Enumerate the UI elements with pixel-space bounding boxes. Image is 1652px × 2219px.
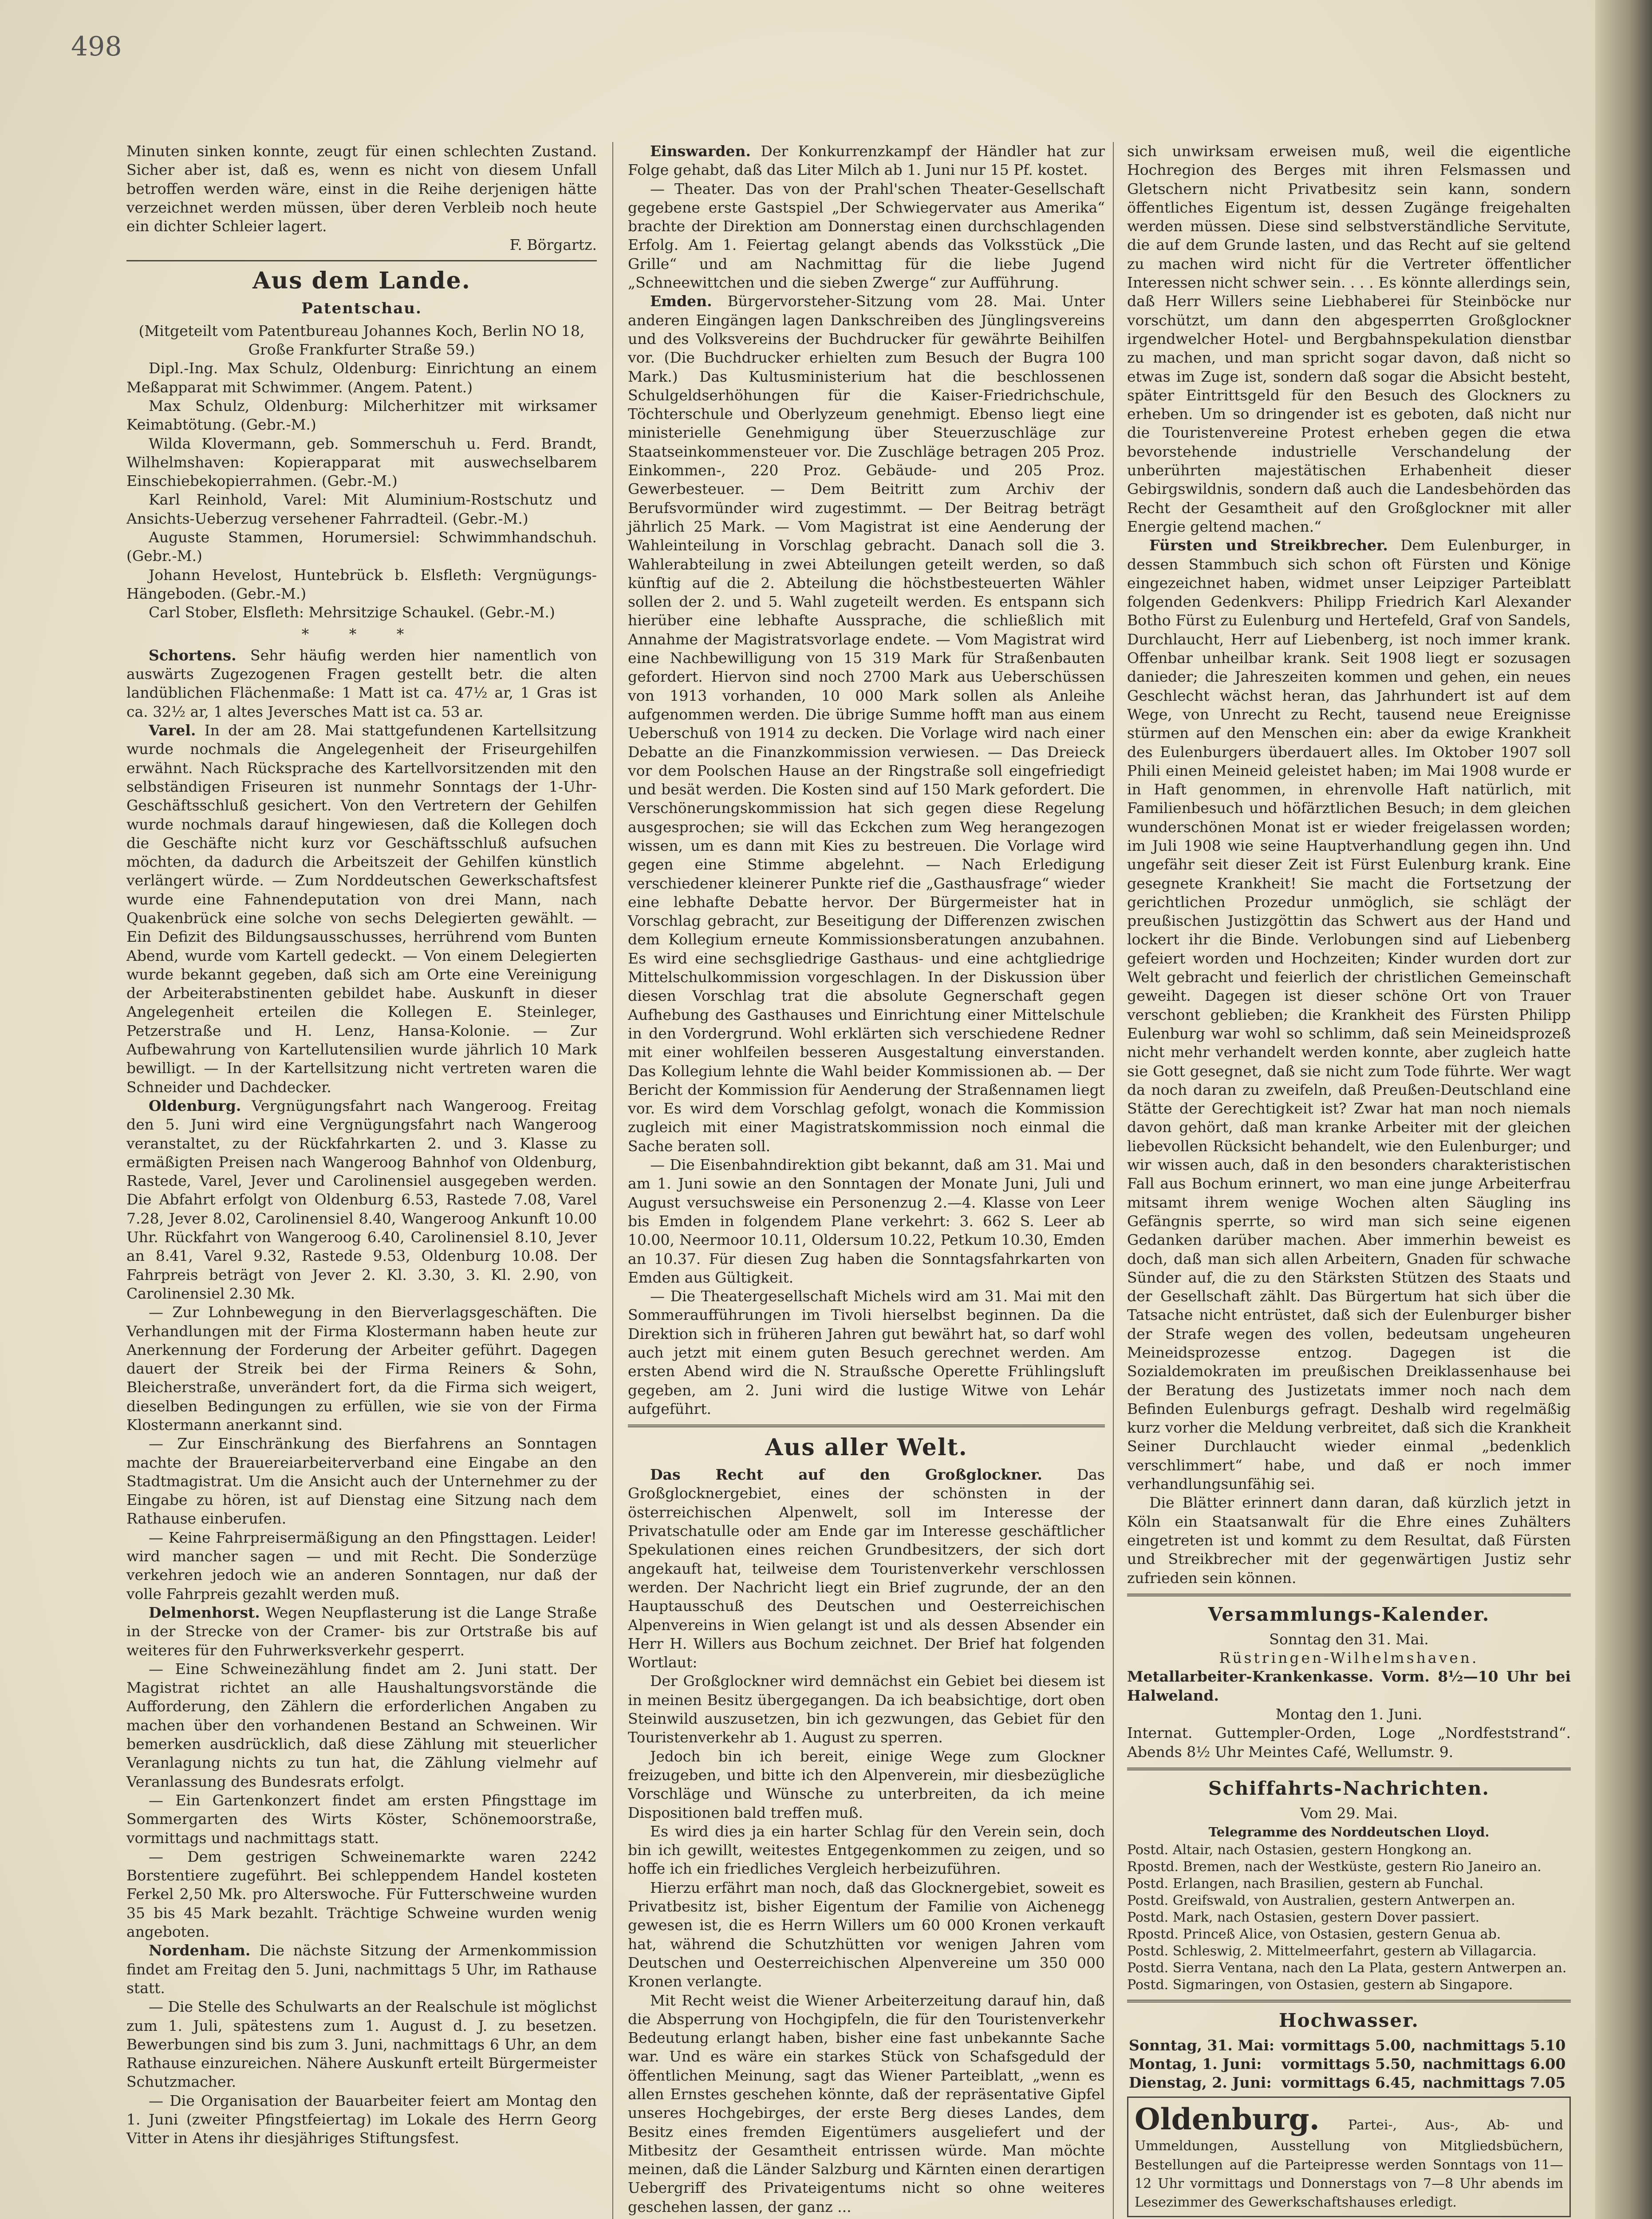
tide-cell: vormittags 5.00, [1281, 2036, 1416, 2054]
article-text: Der Großglockner wird demnächst ein Gebiet bei diesem ist in meinen Besitz übergegangen. Da ich beabsichtige, dort oben Steinwild auszusetzen, bin ich gezwungen, das Gebiet für den Touristenverkehr ab 1. August zu sperren. [628, 1672, 1105, 1746]
article [126, 1941, 597, 1998]
tide-cell: Montag, 1. Juni: [1129, 2055, 1262, 2073]
article [628, 1156, 1105, 1287]
tide-cell: vormittags 5.50, [1281, 2055, 1416, 2073]
article-text: — Keine Fahrpreisermäßigung an den Pfingsttagen. Leider! wird mancher sagen — und mit Recht. Die Sonderzüge verkehren jedoch wie an anderen Sonntagen, nur daß der volle Fahrpreis gezahlt werden muß. [126, 1528, 597, 1603]
divider [126, 260, 597, 261]
article-text: — Die Organisation der Bauarbeiter feiert am Montag den 1. Juni (zweiter Pfingstfeiertag) im Lokale des Herrn Georg Vitter in Atens ihr diesjähriges Stiftungsfest. [126, 2092, 597, 2147]
shipping-heading: Schiffahrts-Nachrichten. [1208, 1777, 1490, 1799]
intro-signature: F. Börgartz. [509, 236, 597, 254]
page-edge [1595, 0, 1652, 2219]
article-text: — Dem gestrigen Schweinemarkte waren 2242 Borstentiere zugeführt. Bei schleppendem Handel kosteten Ferkel 2,50 Mk. pro Alterswoche. Für Futterschweine wurden 35 bis 45 Mark bezahlt. Trächtige Schweine wurden wenig angeboten. [126, 1848, 597, 1941]
article-list [126, 646, 597, 2148]
shipping-list [1127, 1842, 1571, 1994]
article-text: — Die Theatergesellschaft Michels wird am 31. Mai mit den Sommeraufführungen im Tivoli hierselbst beginnen. Da die Direktion sich in früheren Jahren gut bewährt hat, so darf wohl auch jetzt mit einem guten Besuch gerechnet werden. Am ersten Abend wird die N. Straußsche Operette Frühlingsluft gegeben, am 2. Juni wird die lustige Witwe von Lehár aufgeführt. [628, 1287, 1105, 1417]
article-text: Es wird dies ja ein harter Schlag für den Verein sein, doch bin ich gewillt, weitestes Entgegenkommen zu zeigen, und so hoffe ich ein friedliches Vergleich herbeizuführen. [628, 1822, 1105, 1878]
article-place: Das Recht auf den Großglockner. [650, 1466, 1042, 1484]
article [628, 1672, 1105, 1747]
patent-heading: Patentschau. [301, 299, 422, 317]
article-text: — Eine Schweinezählung findet am 2. Juni statt. Der Magistrat richtet an alle Haushaltungsvorstände die Aufforderung, den Zählern die erforderlichen Angaben zu machen über den vorhandenen Bestand an Schweinen. Wir bemerken ausdrücklich, daß diese Zählung mit steuerlicher Veranlagung nichts zu tun hat, die Zählung vielmehr auf Veranlassung des Bundesrats erfolgt. [126, 1660, 597, 1790]
shipping-item: Postd. Altair, nach Ostasien, gestern Hongkong an. [1127, 1842, 1472, 1858]
tide-cell: vormittags 6.45, [1281, 2074, 1416, 2092]
article-text: — Zur Einschränkung des Bierfahrens an Sonntagen machte der Brauereiarbeiterverband eine Eingabe an den Stadtmagistrat. Um die Ansicht auch der Unternehmer zu der Eingabe zu hören, ist auf Dienstag eine Sitzung nach dem Rathause einberufen. [126, 1435, 597, 1528]
article-text: Bürgervorsteher-Sitzung vom 28. Mai. Unter anderen Eingängen lagen Dankschreiben des Jünglingsvereins und des Volksvereins der Buchdrucker für gewährte Beihilfen vor. (Die Buchdrucker erhielten zum Besuch der Bugra 100 Mark.) Das Kultusministerium hat die beschlossenen Schulgeldserhöhungen für die Kaiser-Friedrichschule, Töchterschule und Oberlyzeum genehmigt. Ebenso liegt eine ministerielle Genehmigung über Steuerzuschläge zur Staatseinkommensteuer vor. Die Zuschläge betragen 205 Proz. Einkommen-, 220 Proz. Gebäude- und 205 Proz. Gewerbesteuer. — Dem Beitritt zum Archiv der Berufsvormünder wird zugestimmt. — Der Beitrag beträgt jährlich 25 Mark. — Vom Magistrat ist eine Aenderung der Wahleinteilung in Vorschlag gebracht. Danach soll die 3. Wahlerabteilung in zwei Abteilungen geteilt werden, so daß künftig auf die 2. Abteilung die höchstbesteuerten Wähler sollen der 2. und 5. Wahl zugeteilt werden. Es entspann sich hierüber eine lebhafte Aussprache, die schließlich mit Annahme der Magistratsvorlage endete. — Vom Magistrat wird eine Nachbewilligung von 15 319 Mark für Straßenbauten gefordert. Hiervon sind noch 2700 Mark aus Ueberschüssen von 1913 vorhanden, 10 000 Mark sollen als Anleihe aufgenommen werden. Die übrige Summe hofft man aus einem Ueberschuß von 1914 zu decken. Die Vorlage wird nach einer Debatte an die Finanzkommission verwiesen. — Das Dreieck vor dem Poolschen Hause an der Ringstraße soll eingefriedigt und besät werden. Die Kosten sind auf 150 Mark gefordert. Die Verschönerungskommission hat sich gegen diese Regelung ausgesprochen; sie will das Eckchen zum Weg herangezogen wissen, um es dann mit Kies zu bestreuen. Die Vorlage wird gegen eine Stimme abgelehnt. — Nach Erledigung verschiedener kleinerer Punkte rief die „Gasthausfrage“ wieder eine lebhafte Debatte hervor. Der Bürgermeister hat in Vorschlag gebracht, zur Beseitigung der Differenzen zwischen dem Kollegium erneute Kommissionsberatungen anzubahnen. Es wird eine sechsgliedrige Gasthaus- und eine achtgliedrige Mittelschulkommission vorgeschlagen. In der Diskussion über diesen Vorschlag trat die absolute Gegnerschaft gegen Aufhebung des Gasthauses und Einrichtung einer Mittelschule in den Vordergrund. Wohl erklärten sich verschiedene Redner mit einer wohlfeilen besseren Ausgestaltung einverstanden. Das Kollegium lehnte die Wahl beider Kommissionen ab. — Der Bericht der Kommission für Aenderung der Straßennamen liegt vor. Es wird dem Vorschlag gefolgt, wonach die Kommission zugleich mit einer Magistratskommission noch einmal die Sache beraten soll. [628, 292, 1105, 1155]
article [126, 1303, 597, 1434]
section-heading: Aus aller Welt. [765, 1434, 968, 1461]
article-text: In der am 28. Mai stattgefundenen Kartellsitzung wurde nochmals die Angelegenheit der Friseurgehilfen erwähnt. Nach Rücksprache des Kartellvorsitzenden mit den selbständigen Friseuren ist nunmehr Sonntags der 1-Uhr-Geschäftsschluß gesichert. Von den Vertretern der Gehilfen wurde nochmals darauf hingewiesen, daß die Kollegen doch die Geschäfte nicht kurz vor Geschäftsschluß aufsuchen möchten, da dadurch die Arbeitszeit der Gehilfen künstlich verlängert würde. — Zum Norddeutschen Gewerkschaftsfest wurde eine Fahnendeputation von drei Mann, nach Quakenbrück eine solche von sechs Delegierten gewählt. — Ein Defizit des Bildungsausschusses, herrührend vom Bunten Abend, wurde vom Kartell gedeckt. — Von einem Delegierten wurde bekannt gegeben, daß sich am Orte eine Vereinigung der Arbeiterabstinenten gebildet habe. Auskunft in dieser Angelegenheit erteilen die Kollegen E. Steinleger, Petzerstraße und H. Lenz, Hansa-Kolonie. — Zur Aufbewahrung von Kartellutensilien wurde jährlich 10 Mark bewilligt. — In der Kartellsitzung nicht vertreten waren die Schneider und Dachdecker. [126, 722, 597, 1096]
article-place: Schortens. [149, 646, 237, 664]
article [126, 1528, 597, 1603]
article-text: — Die Stelle des Schulwarts an der Realschule ist möglichst zum 1. Juli, spätestens zum 1. August d. J. zu besetzen. Bewerbungen sind bis zum 3. Juni, nachmittags 6 Uhr, an dem Rathause einzureichen. Nähere Auskunft erteilt Bürgermeister Schutzmacher. [126, 1998, 597, 2091]
tide-row [1127, 2036, 1571, 2055]
shipping-sub: Telegramme des Norddeutschen Lloyd. [1208, 1824, 1490, 1840]
article [628, 1287, 1105, 1418]
column-rule [612, 142, 613, 2219]
tide-cell: nachmittags 6.00 [1422, 2055, 1566, 2073]
tide-heading: Hochwasser. [1278, 2009, 1419, 2031]
patent-list [126, 359, 597, 622]
article [126, 646, 597, 721]
article [628, 292, 1105, 1156]
article-text: — Zur Lohnbewegung in den Bierverlagsgeschäften. Die Verhandlungen mit der Firma Klostermann haben heute zur Anerkennung der Forderung der Arbeiter geführt. Dagegen dauert der Streik bei der Firma Reiners & Sohn, Bleicherstraße, unverändert fort, da die Firma sich weigert, dieselben Bedingungen zu erfüllen, wie sie von der Firma Klostermann anerkannt sind. [126, 1303, 597, 1433]
article-text: — Die Eisenbahndirektion gibt bekannt, daß am 31. Mai und am 1. Juni sowie an den Sonntagen der Monate Juni, Juli und August versuchsweise ein Personenzug 2.—4. Klasse von Leer bis Emden in folgendem Plane verkehrt: 3. 662 S. Leer ab 10.00, Neermoor 10.11, Oldersum 10.22, Petkum 10.30, Emden an 10.37. Für diesen Zug haben die Sonntagsfahrkarten von Emden aus Gültigkeit. [628, 1156, 1105, 1286]
section-heading: Aus dem Lande. [252, 267, 471, 294]
ad-oldenburg [1127, 2097, 1571, 2217]
article-place: Emden. [650, 292, 712, 310]
article [126, 1660, 597, 1791]
article [628, 1465, 1105, 1672]
calendar-heading: Versammlungs-Kalender. [1208, 1603, 1490, 1625]
tide-cell: Dienstag, 2. Juni: [1129, 2074, 1272, 2092]
article-list [628, 1465, 1105, 2216]
divider [1127, 2000, 1571, 2002]
calendar-place: Rüstringen-Wilhelmshaven. [1219, 1649, 1479, 1667]
article-text: Hierzu erfährt man noch, daß das Glocknergebiet, soweit es Privatbesitz ist, bisher Eigentum der Familie von Aichenegg gewesen ist, die es Herrn Willers um 60 000 Kronen verkauft hat, während die Schutzhütten vor wenigen Jahren vom Deutschen und Oesterreichischen Alpenvereine um 350 000 Kronen verlangte. [628, 1879, 1105, 1990]
shipping-item: Postd. Schleswig, 2. Mittelmeerfahrt, gestern ab Villagarcia. [1127, 1943, 1537, 1959]
column-2 [628, 142, 1105, 2216]
tide-cell: nachmittags 7.05 [1422, 2074, 1566, 2092]
column-rule [1113, 142, 1114, 2219]
intro-text: Minuten sinken konnte, zeugt für einen schlechten Zustand. Sicher aber ist, daß es, wenn es nicht von diesem Unfall betroffen werden wäre, einst in die Reihe derjenigen hätte verzeichnet werden müssen, über deren Verbleib noch heute ein dichter Schleier lagert. [126, 142, 597, 235]
article [628, 142, 1105, 180]
tide-row [1127, 2073, 1571, 2092]
article [628, 1879, 1105, 1991]
patent-entry: Max Schulz, Oldenburg: Milcherhitzer mit wirksamer Keimabtötung. (Gebr.-M.) [126, 397, 597, 434]
article-text: Vergnügungsfahrt nach Wangeroog. Freitag den 5. Juni wird eine Vergnügungsfahrt nach Wangeroog veranstaltet, zu der Rückfahrkarten 2. und 3. Klasse zu ermäßigten Preisen nach Wangeroog Bahnhof von Oldenburg, Rastede, Varel, Jever und Carolinensiel ausgegeben werden. Die Abfahrt erfolgt von Oldenburg 6.53, Rastede 7.08, Varel 7.28, Jever 8.02, Carolinensiel 8.40, Wangeroog Ankunft 10.00 Uhr. Rückfahrt von Wangeroog 6.40, Carolinensiel 8.10, Jever an 8.41, Varel 9.32, Rastede 9.53, Oldenburg 10.08. Der Fahrpreis beträgt von Jever 2. Kl. 3.30, 3. Kl. 2.90, von Carolinensiel 2.30 Mk. [126, 1097, 597, 1302]
article [126, 1791, 597, 1848]
patent-entry: Wilda Klovermann, geb. Sommerschuh u. Ferd. Brandt, Wilhelmshaven: Kopierapparat mit auswechselbarem Einschiebekopierrahmen. (Gebr.-M.) [126, 434, 597, 490]
article-text: Wegen Neupflasterung ist die Lange Straße in der Strecke von der Cramer- bis zur Ortstraße bis auf weiteres für den Fuhrwerksverkehr gesperrt. [126, 1603, 597, 1659]
shipping-item: Postd. Sierra Ventana, nach den La Plata, gestern Antwerpen an. [1127, 1960, 1567, 1976]
article-place: Einswarden. [650, 142, 751, 160]
article [628, 1991, 1105, 2217]
ad-text: Partei-, Aus-, Ab- und Ummeldungen, Ausstellung von Mitgliedsbüchern, Bestellungen auf die Parteipresse werden Sonntags von 11—12 Uhr vormittags und Donnerstags von 7—8 Uhr abends im Lesezimmer des Gewerkschaftshauses erledigt. [1135, 2117, 1563, 2211]
ad-title: Oldenburg. [1135, 2102, 1320, 2137]
divider [1127, 1768, 1571, 1770]
article-text: — Theater. Das von der Prahl'schen Theater-Gesellschaft gegebene erste Gastspiel „Der Schwiegervater aus Amerika“ brachte der Direktion am Donnerstag einen durchschlagenden Erfolg. Am 1. Feiertag gelangt abends das Volksstück „Die Grille“ und am Nachmittag für die liebe Jugend „Schneewittchen und die sieben Zwerge“ zur Aufführung. [628, 180, 1105, 292]
calendar-day: Montag den 1. Juni. [1275, 1706, 1423, 1723]
closing-text: Die Blätter erinnert dann daran, daß kürzlich jetzt in Köln ein Staatsanwalt für die Ehre eines Zuhälters eingetreten ist und kommt zu dem Resultat, daß Fürsten und Streikbrecher mit der gegenwärtigen Justiz sehr zufrieden sein können. [1127, 1494, 1571, 1587]
article [628, 1747, 1105, 1822]
article-text: Der Konkurrenzkampf der Händler hat zur Folge gehabt, daß das Liter Milch ab 1. Juni nur 15 Pf. kostet. [628, 142, 1105, 179]
article-text: Sehr häufig werden hier namentlich von auswärts Zugezogenen Fragen gestellt betr. die alten landüblichen Flächenmaße: 1 Matt ist ca. 47½ ar, 1 Gras ist ca. 32½ ar, 1 altes Jeversches Matt ist ca. 53 ar. [126, 646, 597, 720]
article-title: Fürsten und Streikbrecher. [1149, 537, 1388, 554]
tide-row [1127, 2055, 1571, 2073]
shipping-item: Postd. Greifswald, von Australien, gestern Antwerpen an. [1127, 1892, 1515, 1908]
calendar-item: Internat. Guttempler-Orden, Loge „Nordfeststrand“. Abends 8½ Uhr Meintes Café, Wellumstr. 9. [1127, 1724, 1571, 1761]
page-number: 498 [71, 31, 122, 62]
shipping-item: Rpostd. Princeß Alice, von Ostasien, gestern Genua ab. [1127, 1926, 1501, 1942]
article [126, 1998, 597, 2091]
shipping-item: Postd. Erlangen, nach Brasilien, gestern ab Funchal. [1127, 1875, 1484, 1891]
divider [628, 1425, 1105, 1427]
column-3 [1127, 142, 1571, 2219]
tide-table [1127, 2036, 1571, 2093]
tide-cell: Sonntag, 31. Mai: [1129, 2036, 1275, 2054]
calendar-day: Sonntag den 31. Mai. [1269, 1630, 1429, 1648]
stars-separator: * * * [301, 625, 422, 643]
article-text: Mit Recht weist die Wiener Arbeiterzeitung darauf hin, daß die Absperrung von Hochgipfeln, die für den Touristenverkehr Bedeutung erlangt haben, bisher eine fast unbekannte Sache war. Und es wäre ein starkes Stück von Schafsgeduld der öffentlichen Meinung, sagt das Wiener Parteiblatt, „wenn es allen Ernstes geschehen könnte, daß der repräsentative Gipfel unseres Hochgebirges, der erste Berg dieses Landes, dem Besitz eines fremden Eigentümers ausgeliefert und der Mitbesitz der Gesamtheit entrissen würde. Man möchte meinen, daß die Länder Salzburg und Kärnten einen derartigen Uebergriff des Privateigentums nicht so ohne weiteres geschehen lassen, der ganz ... [628, 1991, 1105, 2215]
article-text: Dem Eulenburger, in dessen Stammbuch sich schon oft Fürsten und Könige eingezeichnet haben, widmet unser Leipziger Parteiblatt folgenden Gedenkvers: Philipp Friedrich Karl Alexander Botho Fürst zu Eulenburg und Hertefeld, Graf von Sandels, Durchlaucht, Herr auf Liebenberg, ist noch immer krank. Offenbar unheilbar krank. Seit 1908 liegt er sozusagen danieder; die Jahreszeiten kommen und gehen, ein neues Geschlecht wächst heran, das Jahrhundert ist auf dem Wege, von Unrecht zu Recht, tausend neue Ereignisse stürmen auf den Menschen ein: aber da ewige Krankheit des Eulenburgers überdauert alles. Im Oktober 1907 soll Phili einen Meineid geleistet haben; im Mai 1908 wurde er in Haft genommen, in ehrenvolle Haft natürlich, mit Familienbesuch und höfärztlichen Besuch; in dem gleichen wunderschönen Monat ist er wieder freigelassen worden; im Juli 1908 wie seine Hauptverhandlung gegen ihn. Und ungefähr seit dieser Zeit ist Fürst Eulenburg krank. Eine gesegnete Krankheit! Sie macht die Fortsetzung der gerichtlichen Prozedur unmöglich, sie schlägt der preußischen Justizgöttin das Schwert aus der Hand und lockert ihr die Binde. Verlobungen sind auf Liebenberg gefeiert worden und Hochzeiten; Kinder wurden dort zur Welt gebracht und feierlich der christlichen Gemeinschaft geweiht. Dagegen ist dieser schöne Ort von Trauer verschont geblieben; die Krankheit des Fürsten Philipp Eulenburg war wohl so schlimm, daß sein Meineidsprozeß nicht mehr verhandelt werden konnte, aber zugleich hatte sie Gott gesegnet, daß sie nicht zum Tode führte. Wer wagt da noch daran zu zweifeln, daß Preußen-Deutschland eine Stätte der Gerechtigkeit ist? Zwar hat man noch niemals davon gehört, daß man kranke Arbeiter mit der gleichen liebevollen Rücksicht behandelt, wie den Eulenburger; und wir wissen auch, daß in den besonders charakteristischen Fall aus Bochum erinnert, wo man eine junge Arbeiterfrau mitsamt ihrem wenige Wochen alten Säugling ins Gefängnis sperrte, so wird man sich seine eigenen Gedanken darüber machen. Aber immerhin beweist es doch, daß man sich allen Arbeitern, Gnaden für schwache Sünder auf, die zu den Stärksten Stützen des Staats und der Gesellschaft zählt. Das Bürgertum hat sich über die Tatsache nicht entrüstet, daß sich der Eulenburger bisher der Strafe wegen des vollen, bedeutsam ungeheuren Meineidsprozesse entzog. Dagegen ist die Sozialdemokraten im preußischen Dreiklassenhause bei der Beratung des Justizetats immer noch nach dem Befinden Eulenburgs gefragt. Deshalb wird regelmäßig kurz vorher die Meldung verbreitet, daß sich die Krankheit Seiner Durchlaucht wieder einmal „bedenklich verschlimmert“ habe, und daß er noch immer verhandlungsunfähig sei. [1127, 537, 1571, 1493]
shipping-item: Postd. Mark, nach Ostasien, gestern Dover passiert. [1127, 1909, 1480, 1925]
shipping-item: Rpostd. Bremen, nach der Westküste, gestern Rio Janeiro an. [1127, 1859, 1542, 1875]
shipping-item: Postd. Sigmaringen, von Ostasien, gestern ab Singapore. [1127, 1977, 1513, 1993]
patent-entry: Johann Hevelost, Huntebrück b. Elsfleth: Vergnügungs-Hängeboden. (Gebr.-M.) [126, 566, 597, 602]
tide-cell: nachmittags 5.10 [1422, 2036, 1566, 2054]
article-text: Jedoch bin ich bereit, einige Wege zum Glockner freizugeben, und bitte ich den Alpenverein, mir diesbezügliche Vorschläge und Wünsche zu unterbreiten, da ich meine Dispositionen bald treffen muß. [628, 1747, 1105, 1821]
article [126, 1603, 597, 1660]
divider [1127, 1594, 1571, 1596]
article [126, 1848, 597, 1941]
patent-entry: Carl Stober, Elsfleth: Mehrsitzige Schaukel. (Gebr.-M.) [149, 604, 555, 621]
column-1 [126, 142, 597, 2148]
shipping-date: Vom 29. Mai. [1300, 1804, 1398, 1822]
patent-entry: Karl Reinhold, Varel: Mit Aluminium-Rostschutz und Ansichts-Ueberzug versehener Fahrradteil. (Gebr.-M.) [126, 491, 597, 527]
calendar-item: Metallarbeiter-Krankenkasse. Vorm. 8½—10 Uhr bei Halweland. [1127, 1668, 1571, 1704]
article-place: Delmenhorst. [149, 1603, 260, 1621]
patent-entry: Dipl.-Ing. Max Schulz, Oldenburg: Einrichtung an einem Meßapparat mit Schwimmer. (Angem. Patent.) [126, 359, 597, 396]
article [126, 1097, 597, 1303]
article [628, 180, 1105, 292]
article-place: Varel. [149, 722, 196, 739]
continued-text: sich unwirksam erweisen muß, weil die eigentliche Hochregion des Berges mit ihren Felsmassen und Gletschern nicht Privatbesitz sein kann, sondern öffentliches Eigentum ist, dessen Zugänge freigehalten werden müssen. Diese sind selbstverständliche Servitute, die auf dem Grunde lasten, und das Recht auf sie geltend zu machen wird nicht für die Vertreter öffentlicher Interessen nicht schwer sein. . . . Es könnte allerdings sein, daß Herr Willers seine Liebhaberei für Steinböcke nur vorschützt, um dann den abgesperrten Großglockner irgendwelcher Hotel- und Bergbahnspekulation dienstbar zu machen, und man spricht sogar davon, daß nicht so etwas im Zuge ist, sondern daß sogar die Absicht besteht, später Eintrittsgeld für den Besuch des Glockners zu erheben. Um so dringender ist es geboten, daß nicht nur die Touristenvereine Protest erheben gegen die etwa bevorstehende industrielle Verschandelung der unberührten majestätischen Erhabenheit dieser Gebirgswildnis, sondern daß auch die Landesbehörden das Recht der Gesamtheit auf den Großglockner mit aller Energie geltend machen.“ [1127, 142, 1571, 535]
patent-entry: Auguste Stammen, Horumersiel: Schwimmhandschuh. (Gebr.-M.) [126, 529, 597, 565]
article-text: Die nächste Sitzung der Armenkommission findet am Freitag den 5. Juni, nachmittags 5 Uhr, im Rathause statt. [126, 1942, 597, 1997]
article [628, 1822, 1105, 1879]
article-place: Oldenburg. [149, 1097, 241, 1114]
article [126, 1434, 597, 1528]
article [126, 2092, 597, 2148]
patent-source: (Mitgeteilt vom Patentbureau Johannes Koch, Berlin NO 18, Große Frankfurter Straße 59.) [138, 322, 585, 359]
article [1127, 536, 1571, 1493]
article-text: — Ein Gartenkonzert findet am ersten Pfingsttage im Sommergarten des Wirts Köster, Schönemoorstraße, vormittags und nachmittags statt. [126, 1791, 597, 1847]
article [126, 721, 597, 1097]
article-text: Das Großglocknergebiet, eines der schönsten in der österreichischen Alpenwelt, soll im Interesse der Privatschatulle oder am Ende gar im Interesse geschäftlicher Spekulationen eines reichen Grundbesitzers, der sich dort angekauft hat, teilweise dem Touristenverkehr verschlossen werden. Der Nachricht liegt ein Brief zugrunde, der an den Hauptausschuß des Deutschen und Oesterreichischen Alpenvereins in Wien gelangt ist und als dessen Absender ein Herr H. Willers aus Bochum zeichnet. Der Brief hat folgenden Wortlaut: [628, 1466, 1105, 1671]
article-list [628, 142, 1105, 1418]
article-place: Nordenham. [149, 1942, 251, 1959]
